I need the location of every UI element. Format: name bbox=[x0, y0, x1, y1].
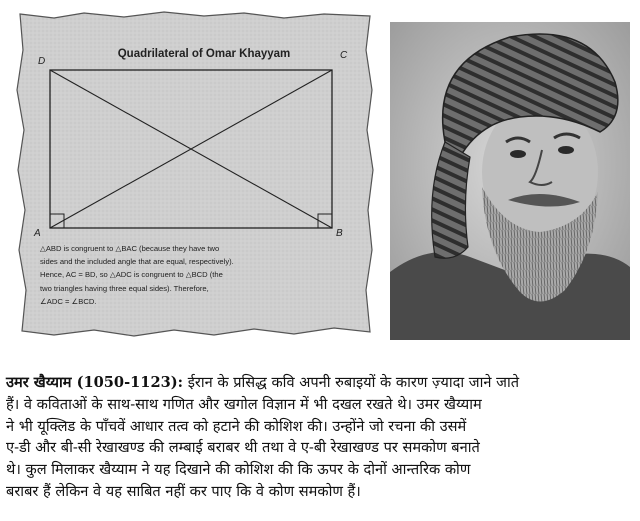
caption-line: ए-डी और बी-सी रेखाखण्ड की लम्बाई बराबर थी तथा वे ए-बी रेखाखण्ड पर समकोण बनाते bbox=[6, 439, 480, 457]
diagram-title: Quadrilateral of Omar Khayyam bbox=[117, 48, 291, 60]
proof-line: Hence, AC = BD, so △ADC is congruent to △BCD (the bbox=[40, 270, 223, 280]
vertex-b-label: B bbox=[336, 228, 343, 239]
caption-line-1-text: ईरान के प्रसिद्ध कवि अपनी रुबाइयों के कारण ज़्यादा जाने जाते bbox=[183, 374, 520, 391]
proof-text bbox=[40, 242, 358, 308]
caption-years: (1050-1123): bbox=[71, 374, 184, 391]
caption-line: हैं। वे कविताओं के साथ-साथ गणित और खगोल विज्ञान में भी दखल रखते थे। उमर खैय्याम bbox=[6, 395, 482, 413]
proof-line: two triangles having three equal sides). Therefore, bbox=[40, 283, 209, 293]
caption-line bbox=[6, 372, 634, 394]
caption-paragraph bbox=[6, 372, 634, 503]
proof-line: △ABD is congruent to △BAC (because they have two bbox=[40, 244, 220, 253]
quadrilateral-figure bbox=[14, 10, 376, 338]
vertex-d-label: D bbox=[38, 56, 46, 67]
portrait-illustration bbox=[390, 22, 630, 340]
proof-line: sides and the included angle that are equal, respectively). bbox=[40, 257, 234, 267]
omar-khayyam-portrait-icon bbox=[390, 22, 630, 340]
vertex-a-label: A bbox=[34, 228, 41, 239]
proof-line: ∠ADC = ∠BCD. bbox=[40, 296, 97, 306]
caption-line: बराबर हैं लेकिन वे यह साबित नहीं कर पाए कि वे कोण समकोण हैं। bbox=[6, 482, 361, 500]
caption-line: ने भी यूक्लिड के पाँचवें आधार तत्व को हटाने की कोशिश की। उन्होंने जो रचना की उसमें bbox=[6, 417, 467, 435]
caption-name: उमर खैय्याम bbox=[6, 374, 72, 391]
caption-line: थे। कुल मिलाकर खैय्याम ने यह दिखाने की कोशिश की कि ऊपर के दोनों आन्तरिक कोण bbox=[6, 461, 471, 479]
vertex-c-label: C bbox=[340, 50, 348, 61]
